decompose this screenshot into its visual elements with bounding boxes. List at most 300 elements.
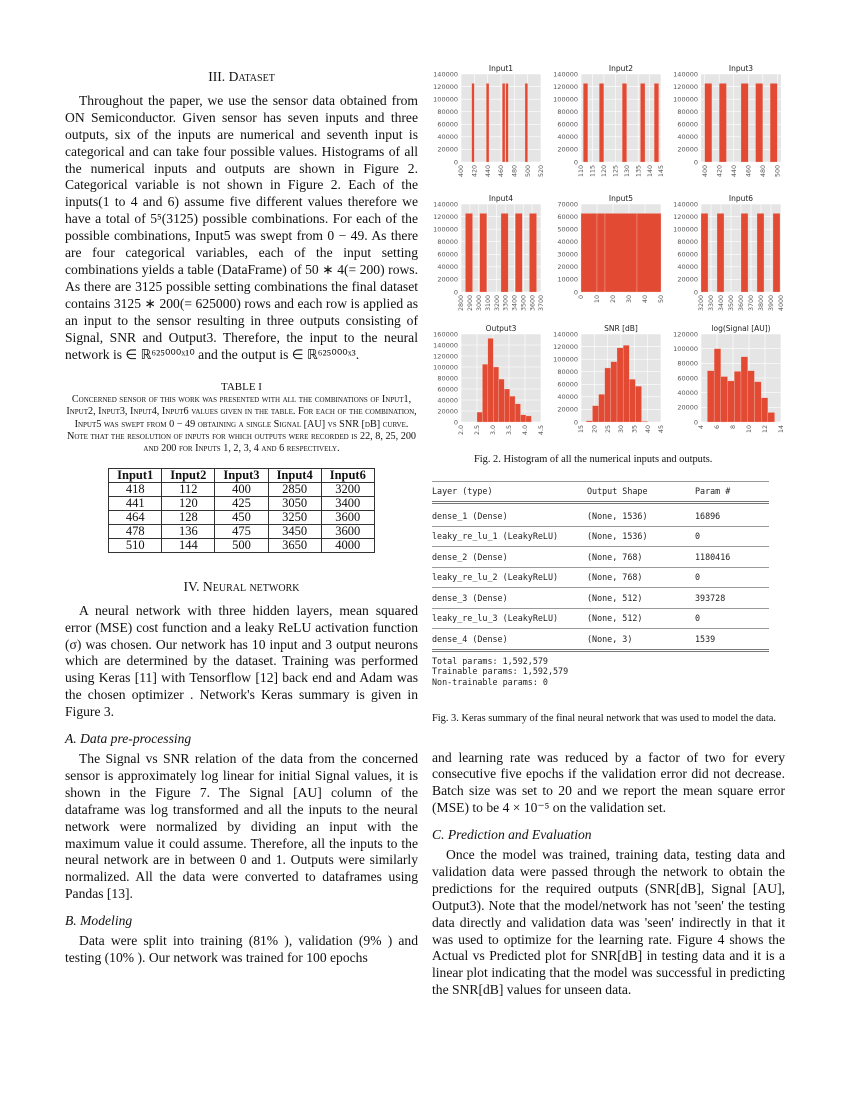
y-tick-label: 60000 (677, 374, 698, 383)
y-tick-label: 100000 (433, 95, 458, 104)
histogram-bar (465, 213, 472, 292)
table-header: Input6 (321, 468, 374, 482)
output-shape: (None, 768) (587, 551, 643, 562)
x-tick-label: 3000 (475, 295, 483, 312)
histogram-bar (515, 213, 522, 292)
x-tick-label: 12 (762, 425, 770, 434)
y-tick-label: 40000 (677, 263, 698, 272)
histogram-bar (529, 213, 536, 292)
x-tick-label: 500 (524, 165, 532, 178)
y-tick-label: 0 (693, 418, 698, 427)
y-tick-label: 120000 (673, 330, 698, 339)
x-tick-label: 110 (578, 165, 586, 178)
y-tick-label: 60000 (677, 120, 698, 129)
table-row (109, 538, 375, 552)
y-tick-label: 0 (453, 158, 458, 167)
chart-title: Input3 (728, 64, 754, 73)
histogram-bar (748, 371, 755, 422)
x-tick-label: 3200 (493, 295, 501, 312)
layer-name: leaky_re_lu_2 (LeakyReLU) (432, 572, 559, 583)
table-header: Input3 (215, 468, 268, 482)
figure-2-caption: Fig. 2. Histogram of all the numerical inputs and outputs. (474, 454, 713, 465)
table-cell: 136 (162, 524, 215, 538)
histogram-bar (504, 389, 509, 422)
chart-title: Input6 (728, 194, 754, 203)
histogram-bar (586, 421, 592, 422)
keras-layer-row (432, 587, 769, 608)
y-tick-label: 80000 (557, 108, 578, 117)
x-tick-label: 420 (716, 165, 724, 178)
y-tick-label: 100000 (553, 355, 578, 364)
x-tick-label: 3200 (698, 295, 706, 312)
x-tick-label: 480 (511, 165, 519, 178)
table-header-row (109, 468, 375, 482)
histogram-bar (583, 83, 588, 162)
y-tick-label: 20000 (677, 275, 698, 284)
x-tick-label: 460 (745, 165, 753, 178)
x-tick-label: 3100 (484, 295, 492, 312)
histogram-bar (642, 421, 648, 422)
y-tick-label: 140000 (553, 330, 578, 339)
divider (432, 649, 769, 654)
x-tick-label: 2800 (458, 295, 466, 312)
keras-layer-row (432, 506, 769, 526)
histogram-bar (521, 415, 526, 422)
y-tick-label: 120000 (433, 82, 458, 91)
histogram-bar (637, 213, 661, 292)
histogram-bar (597, 213, 605, 292)
x-tick-label: 480 (760, 165, 768, 178)
y-tick-label: 20000 (437, 145, 458, 154)
x-tick-label: 30 (626, 295, 634, 304)
histogram-log-signal-au- (673, 324, 785, 433)
histogram-input1 (433, 64, 545, 177)
y-tick-label: 60000 (437, 385, 458, 394)
x-tick-label: 2.0 (458, 425, 466, 436)
param-count: 1180416 (695, 551, 731, 562)
output-shape: (None, 512) (587, 592, 643, 603)
y-tick-label: 140000 (673, 70, 698, 79)
param-total: Non-trainable params: 0 (432, 676, 548, 687)
table-cell: 3600 (321, 510, 374, 524)
y-tick-label: 20000 (437, 275, 458, 284)
x-tick-label: 4000 (778, 295, 785, 312)
y-tick-label: 10000 (557, 275, 578, 284)
x-tick-label: 520 (538, 165, 546, 178)
x-tick-label: 500 (774, 165, 782, 178)
x-tick-label: 4 (698, 425, 706, 430)
x-tick-label: 3.5 (506, 425, 514, 436)
x-tick-label: 460 (498, 165, 506, 178)
x-tick-label: 10 (594, 295, 602, 304)
table-header: Input4 (268, 468, 321, 482)
y-tick-label: 40000 (437, 263, 458, 272)
y-tick-label: 40000 (557, 133, 578, 142)
y-tick-label: 120000 (433, 212, 458, 221)
x-tick-label: 45 (658, 425, 666, 434)
x-tick-label: 3300 (708, 295, 716, 312)
y-tick-label: 120000 (433, 352, 458, 361)
chart-title: Input4 (488, 194, 514, 203)
x-tick-label: 40 (642, 295, 650, 304)
y-tick-label: 40000 (677, 388, 698, 397)
paragraph: Throughout the paper, we use the sensor data obtained from ON Semiconductor. Given sensor has seven inputs and three outputs, six of the inputs are numerical and seventh input is categorical and can take four possible values. Histograms of all the numerical inputs and outputs are shown in Figure 2. Categorical variable is not shown in Figure 2. Each of the inputs(1 to 4 and 6) assume five different values therefore we have a total of 5⁵(3125) possible combinations. For each of the possible combinations, Input5 was swept from 0 − 49. As there are four categorical variables, each of the input setting combinations yields a table (DataFrame) of 50 ∗ 4(= 200) rows. As there are 3125 possible setting combinations the final dataset contains 3125 ∗ 200(= 625000) rows and each row is applied as an input to the sensor resulting in three outputs consisting of Signal, SNR and Output3. Therefore, the input to the neural network is ∈ ℝ⁶²⁵⁰⁰⁰ˣ¹⁰ and the output is ∈ ℝ⁶²⁵⁰⁰⁰ˣ³. (65, 92, 418, 362)
y-tick-label: 100000 (673, 344, 698, 353)
keras-layer-row (432, 546, 769, 567)
output-shape: (None, 1536) (587, 531, 648, 542)
histogram-bar (605, 213, 637, 292)
histogram-bar (592, 406, 598, 422)
histogram-bar (605, 368, 611, 422)
layer-name: dense_2 (Dense) (432, 551, 508, 562)
table-cell: 112 (162, 482, 215, 496)
histogram-bar (756, 83, 763, 162)
y-tick-label: 80000 (677, 108, 698, 117)
x-tick-label: 400 (458, 165, 466, 178)
y-tick-label: 40000 (437, 133, 458, 142)
subsection-heading: C. Prediction and Evaluation (432, 827, 592, 843)
paragraph: The Signal vs SNR relation of the data from the concerned sensor is approximately log linear for initial Signal values, it is shown in the Figure 7. The Signal [AU] column of the dataframe was log transformed and all the inputs to the neural network were normalized by dividing an input with the maximum value it could assume. Therefore, all the inputs to the neural network are in between 0 and 1. Outputs were similarly normalized. All the data were converted to dataframes using Pandas [13]. (65, 751, 418, 902)
histogram-bar (629, 379, 635, 422)
keras-header (432, 481, 769, 502)
y-tick-label: 60000 (557, 212, 578, 221)
x-tick-label: 6 (714, 425, 722, 430)
param-count: 0 (695, 531, 701, 542)
y-tick-label: 20000 (557, 263, 578, 272)
histogram-bar (654, 83, 659, 162)
paragraph: and learning rate was reduced by a factor of two for every consecutive five epochs if the validation error did not decrease. Batch size was set to 20 and we report the mean square error (MSE) to be 4 × 10⁻⁵ on the validation set. (432, 749, 785, 816)
y-tick-label: 100000 (673, 225, 698, 234)
x-tick-label: 440 (730, 165, 738, 178)
y-tick-label: 0 (573, 288, 578, 297)
y-tick-label: 80000 (557, 368, 578, 377)
histogram-bar (493, 367, 498, 422)
table-cell: 3450 (268, 524, 321, 538)
left-column (65, 69, 418, 967)
x-tick-label: 3.0 (490, 425, 498, 436)
param-count: 0 (695, 572, 701, 583)
histogram-bar (477, 412, 482, 422)
table-header: Input1 (109, 468, 162, 482)
chart-title: log(Signal [AU]) (711, 324, 771, 333)
y-tick-label: 20000 (677, 145, 698, 154)
header-layer: Layer (type) (432, 486, 493, 497)
figure-3-caption: Fig. 3. Keras summary of the final neural network that was used to model the data. (432, 713, 776, 724)
paragraph: Once the model was trained, training data, testing data and validation data were passed through the network to obtain the predictions for the required outputs (SNR[dB], Signal [AU], Output3). Note that the model/network has not 'seen' the testing data directly and validation data was 'seen' indirectly in that it was used to optimize for the learning rate. Figure 4 shows the Actual vs Predicted plot for SNR[dB] in testing data and it is a linear plot indicating that the model was successful in predicting the SNR[dB] values for unseen data. (432, 847, 785, 998)
table-cell: 3600 (321, 524, 374, 538)
histogram-bar (721, 377, 728, 422)
histogram-bar (515, 404, 520, 422)
table-cell: 3200 (321, 482, 374, 496)
y-tick-label: 100000 (433, 363, 458, 372)
y-tick-label: 100000 (433, 225, 458, 234)
paragraph: A neural network with three hidden layers, mean squared error (MSE) cost function and a leaky ReLU activation function (σ) was chosen. Our network has 10 input and 3 output neurons which are determined by the dataset. Training was performed using Keras [11] with Tensorflow [12] back end and Adam was the chosen optimizer . Network's Keras summary is given in Figure 3. (65, 602, 418, 720)
x-tick-label: 3700 (538, 295, 546, 312)
table-cell: 3050 (268, 496, 321, 510)
y-tick-label: 60000 (557, 120, 578, 129)
y-tick-label: 140000 (553, 70, 578, 79)
keras-layer-row (432, 567, 769, 588)
x-tick-label: 50 (658, 295, 666, 304)
y-tick-label: 120000 (553, 82, 578, 91)
histogram-bar (611, 362, 617, 422)
histogram-bar (773, 213, 780, 292)
histogram-bar (599, 83, 604, 162)
output-shape: (None, 3) (587, 633, 633, 644)
histogram-bar (768, 412, 775, 422)
y-tick-label: 50000 (557, 225, 578, 234)
y-tick-label: 20000 (557, 405, 578, 414)
layer-name: leaky_re_lu_3 (LeakyReLU) (432, 613, 559, 624)
histogram-bar (640, 83, 645, 162)
right-column (425, 62, 785, 999)
table-cell: 464 (109, 510, 162, 524)
histogram-bar (754, 382, 761, 422)
x-tick-label: 3500 (728, 295, 736, 312)
keras-layer-row (432, 526, 769, 547)
x-tick-label: 20 (610, 295, 618, 304)
y-tick-label: 40000 (437, 396, 458, 405)
table-cell: 144 (162, 538, 215, 552)
x-tick-label: 15 (578, 425, 586, 434)
histogram-bar (499, 379, 504, 422)
subsection-heading: A. Data pre-processing (65, 731, 192, 747)
x-tick-label: 135 (635, 165, 643, 178)
y-tick-label: 120000 (673, 82, 698, 91)
y-tick-label: 0 (693, 158, 698, 167)
x-tick-label: 2900 (467, 295, 475, 312)
section-heading: III. Dataset (208, 69, 275, 84)
layer-name: dense_3 (Dense) (432, 592, 508, 603)
x-tick-label: 2.5 (474, 425, 482, 436)
y-tick-label: 20000 (437, 407, 458, 416)
param-count: 1539 (695, 633, 716, 644)
table-cell: 510 (109, 538, 162, 552)
y-tick-label: 140000 (433, 200, 458, 209)
y-tick-label: 0 (453, 288, 458, 297)
table-header: Input2 (162, 468, 215, 482)
x-tick-label: 35 (631, 425, 639, 434)
histogram-bar (705, 83, 712, 162)
plot-area (581, 74, 661, 162)
table-cell: 120 (162, 496, 215, 510)
histogram-input3 (673, 64, 781, 177)
output-shape: (None, 1536) (587, 510, 648, 521)
y-tick-label: 120000 (553, 342, 578, 351)
x-tick-label: 8 (730, 425, 738, 430)
histogram-bar (719, 83, 726, 162)
chart-title: Input1 (488, 64, 514, 73)
histogram-bar (734, 371, 741, 422)
subsection-heading: B. Modeling (65, 913, 133, 929)
chart-title: SNR [dB] (604, 324, 638, 333)
x-tick-label: 145 (658, 165, 666, 178)
x-tick-label: 0 (578, 295, 586, 300)
table-label: TABLE I (221, 381, 262, 394)
histogram-bar (599, 394, 605, 422)
x-tick-label: 440 (484, 165, 492, 178)
table-cell: 128 (162, 510, 215, 524)
keras-layer-row (432, 628, 769, 649)
y-tick-label: 80000 (677, 238, 698, 247)
histogram-input4 (433, 194, 545, 311)
histogram-bar (502, 83, 505, 162)
histogram-bar (617, 348, 623, 422)
output-shape: (None, 768) (587, 572, 643, 583)
x-tick-label: 3300 (502, 295, 510, 312)
histogram-bar (635, 386, 641, 422)
histogram-bar (526, 416, 531, 422)
histogram-bar (761, 398, 768, 422)
histogram-bar (622, 83, 627, 162)
param-count: 16896 (695, 510, 721, 521)
x-tick-label: 3700 (748, 295, 756, 312)
histogram-bar (741, 83, 748, 162)
histogram-bar (482, 364, 487, 422)
table-row (109, 524, 375, 538)
section-heading: IV. Neural network (183, 578, 300, 594)
y-tick-label: 20000 (677, 403, 698, 412)
x-tick-label: 30 (618, 425, 626, 434)
table-cell: 418 (109, 482, 162, 496)
table-row (109, 496, 375, 510)
y-tick-label: 80000 (677, 359, 698, 368)
y-tick-label: 80000 (437, 108, 458, 117)
y-tick-label: 40000 (557, 238, 578, 247)
x-tick-label: 3400 (718, 295, 726, 312)
x-tick-label: 20 (591, 425, 599, 434)
y-tick-label: 0 (693, 288, 698, 297)
chart-title: Output3 (485, 324, 517, 333)
y-tick-label: 70000 (557, 200, 578, 209)
histogram-bar (501, 213, 508, 292)
histogram-output3 (433, 324, 545, 435)
histogram-bar (728, 381, 735, 422)
param-count: 393728 (695, 592, 726, 603)
table-cell: 441 (109, 496, 162, 510)
x-tick-label: 14 (778, 425, 785, 434)
x-tick-label: 120 (601, 165, 609, 178)
table-cell: 3650 (268, 538, 321, 552)
histogram-bar (707, 371, 714, 422)
histogram-input2 (553, 64, 665, 177)
table-cell: 478 (109, 524, 162, 538)
y-tick-label: 100000 (673, 95, 698, 104)
y-tick-label: 60000 (437, 250, 458, 259)
y-tick-label: 40000 (557, 393, 578, 402)
keras-summary (432, 481, 769, 688)
table-1 (65, 381, 418, 552)
histogram-bar (480, 213, 487, 292)
x-tick-label: 3900 (768, 295, 776, 312)
chart-title: Input2 (608, 64, 634, 73)
histogram-bar (741, 357, 748, 422)
paragraph: Data were split into training (81% ), validation (9% ) and testing (10% ). Our network was trained for 100 epochs (65, 933, 418, 965)
x-tick-label: 4.5 (538, 425, 546, 436)
histogram-bar (741, 213, 748, 292)
histogram-bar (506, 83, 509, 162)
histogram-bar (714, 349, 721, 422)
histogram-bar (525, 83, 528, 162)
y-tick-label: 140000 (433, 70, 458, 79)
x-tick-label: 3500 (520, 295, 528, 312)
x-tick-label: 3400 (511, 295, 519, 312)
y-tick-label: 60000 (437, 120, 458, 129)
y-tick-label: 0 (453, 418, 458, 427)
x-tick-label: 40 (644, 425, 652, 434)
layer-name: dense_1 (Dense) (432, 510, 508, 521)
table-cell: 475 (215, 524, 268, 538)
histogram-bar (717, 213, 724, 292)
header-params: Param # (695, 486, 731, 497)
y-tick-label: 60000 (557, 380, 578, 389)
y-tick-label: 40000 (677, 133, 698, 142)
y-tick-label: 100000 (553, 95, 578, 104)
y-tick-label: 30000 (557, 250, 578, 259)
y-tick-label: 140000 (433, 341, 458, 350)
histogram-bar (486, 83, 489, 162)
table-cell: 2850 (268, 482, 321, 496)
y-tick-label: 160000 (433, 330, 458, 339)
layer-name: dense_4 (Dense) (432, 633, 508, 644)
param-count: 0 (695, 613, 701, 624)
x-tick-label: 10 (746, 425, 754, 434)
histogram-snr-db- (553, 324, 665, 433)
x-tick-label: 3800 (758, 295, 766, 312)
table-cell: 425 (215, 496, 268, 510)
y-tick-label: 140000 (673, 200, 698, 209)
histogram-bar (488, 338, 493, 422)
histogram-bar (472, 83, 475, 162)
histogram-input6 (673, 194, 785, 311)
table-cell: 3400 (321, 496, 374, 510)
histogram-bar (581, 213, 597, 292)
chart-title: Input5 (608, 194, 634, 203)
x-tick-label: 400 (701, 165, 709, 178)
y-tick-label: 120000 (673, 212, 698, 221)
param-total: Trainable params: 1,592,579 (432, 666, 569, 676)
histogram-input5 (557, 194, 665, 303)
param-total: Total params: 1,592,579 (432, 655, 548, 666)
histogram-bar (757, 213, 764, 292)
table-cell: 450 (215, 510, 268, 524)
histogram-bar (510, 396, 515, 422)
y-tick-label: 20000 (557, 145, 578, 154)
histogram-bar (770, 83, 777, 162)
histogram-bar (701, 213, 708, 292)
x-tick-label: 115 (589, 165, 597, 178)
x-tick-label: 420 (471, 165, 479, 178)
y-tick-label: 60000 (677, 250, 698, 259)
y-tick-label: 80000 (437, 238, 458, 247)
table-row (109, 510, 375, 524)
histogram-grid (425, 62, 785, 452)
x-tick-label: 4.0 (522, 425, 530, 436)
header-output-shape: Output Shape (587, 486, 648, 497)
table-caption: Concerned sensor of this work was presented with all the combinations of Input1, Input2, Input3, Input4, Input6 values given in the table. For each of the combination, Input5 was swept from 0 − 49 obtaining a single Signal [AU] vs SNR [dB] curve. Note that the resolution of inputs for which outputs were recorded is 22, 8, 25, 200 and 200 for Inputs 1, 2, 3, 4 and 6 respectively. (66, 393, 417, 455)
keras-layer-row (432, 608, 769, 629)
right-column-text (432, 750, 785, 1000)
y-tick-label: 0 (573, 418, 578, 427)
x-tick-label: 130 (623, 165, 631, 178)
y-tick-label: 0 (573, 158, 578, 167)
table-cell: 500 (215, 538, 268, 552)
input-values-table (108, 468, 375, 553)
y-tick-label: 80000 (437, 374, 458, 383)
x-tick-label: 3600 (529, 295, 537, 312)
x-tick-label: 125 (612, 165, 620, 178)
histogram-bar (623, 345, 629, 422)
